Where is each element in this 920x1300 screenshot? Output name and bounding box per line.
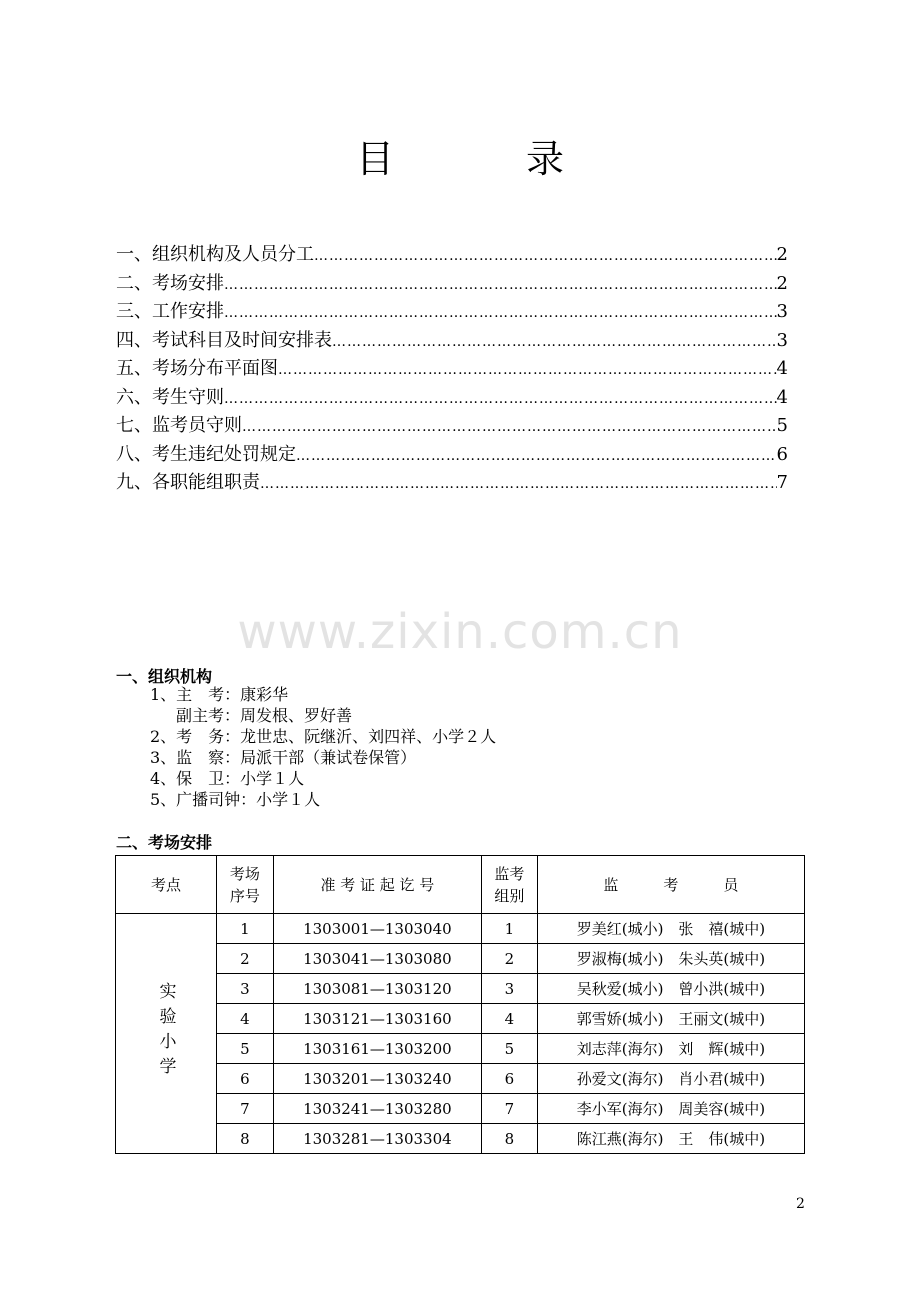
toc-leader [260, 476, 777, 492]
room-cell: 7 [217, 1094, 274, 1124]
header-room [217, 856, 274, 914]
toc-label: 九、各职能组职责 [116, 472, 260, 493]
toc-label: 三、工作安排 [116, 301, 224, 322]
table-row [116, 944, 805, 974]
org-line: 副主考：周发根、罗好善 [176, 706, 353, 725]
toc-label: 一、组织机构及人员分工 [116, 244, 314, 265]
table-header-row [116, 856, 805, 914]
group-cell: 1 [481, 914, 537, 944]
toc-label: 五、考场分布平面图 [116, 358, 278, 379]
toc-entry[interactable] [116, 326, 788, 355]
toc-page: 3 [776, 301, 788, 322]
toc-leader [314, 248, 777, 264]
ticket-range-cell: 1303241—1303280 [273, 1094, 481, 1124]
toc-entry[interactable] [116, 440, 788, 469]
table-row [116, 974, 805, 1004]
toc-label: 六、考生守则 [116, 386, 224, 408]
ticket-range-cell: 1303161—1303200 [273, 1034, 481, 1064]
toc-label: 七、监考员守则 [116, 415, 242, 436]
proctors-cell: 罗美红(城小) 张 禧(城中) [537, 914, 804, 944]
room-cell: 5 [217, 1034, 274, 1064]
room-cell: 2 [217, 944, 274, 974]
group-cell: 3 [481, 974, 537, 1004]
site-cell [116, 914, 217, 1154]
ticket-range-cell: 1303281—1303304 [273, 1124, 481, 1154]
header-group-line: 监考 [494, 864, 525, 883]
org-line: 2、考 务：龙世忠、阮继沂、刘四祥、小学２人 [150, 727, 497, 746]
toc-leader [224, 277, 777, 293]
org-line: 3、监 察：局派干部（兼试卷保管） [150, 748, 417, 767]
toc-page: 5 [776, 415, 788, 436]
room-cell: 6 [217, 1064, 274, 1094]
ticket-range-cell: 1303081—1303120 [273, 974, 481, 1004]
header-proctors: 监 考 员 [537, 856, 804, 914]
toc-leader [278, 362, 777, 378]
org-line: 4、保 卫：小学１人 [150, 769, 305, 788]
org-line: 5、广播司钟：小学１人 [150, 790, 321, 809]
room-cell: 3 [217, 974, 274, 1004]
toc-page: 6 [776, 443, 788, 465]
toc-page: 4 [776, 358, 788, 379]
toc-leader [224, 391, 777, 407]
toc-label: 二、考场安排 [116, 272, 224, 294]
header-ticket-range: 准 考 证 起 讫 号 [273, 856, 481, 914]
ticket-range-cell: 1303121—1303160 [273, 1004, 481, 1034]
toc-page: 7 [776, 472, 788, 493]
table-of-contents [116, 240, 788, 497]
toc-label: 八、考生违纪处罚规定 [116, 443, 296, 465]
toc-entry[interactable] [116, 240, 788, 269]
table-row [116, 1034, 805, 1064]
proctors-cell: 陈江燕(海尔) 王 伟(城中) [537, 1124, 804, 1154]
table-row [116, 1094, 805, 1124]
room-cell: 8 [217, 1124, 274, 1154]
table-row [116, 1004, 805, 1034]
toc-entry[interactable] [116, 269, 788, 298]
toc-label: 四、考试科目及时间安排表 [116, 329, 332, 351]
organization-list [150, 684, 496, 810]
header-group [481, 856, 537, 914]
org-line: 1、主 考：康彩华 [150, 685, 289, 704]
group-cell: 6 [481, 1064, 537, 1094]
toc-page: 2 [776, 272, 788, 294]
group-cell: 2 [481, 944, 537, 974]
toc-leader [224, 305, 777, 321]
section-heading-exam-rooms: 二、考场安排 [116, 833, 213, 852]
toc-leader [242, 419, 777, 435]
header-site: 考点 [116, 856, 217, 914]
group-cell: 5 [481, 1034, 537, 1064]
header-room-line: 考场 [229, 864, 260, 883]
proctors-cell: 李小军(海尔) 周美容(城中) [537, 1094, 804, 1124]
room-cell: 4 [217, 1004, 274, 1034]
section-heading-organization: 一、组织机构 [116, 667, 213, 686]
ticket-range-cell: 1303041—1303080 [273, 944, 481, 974]
table-row [116, 1124, 805, 1154]
exam-room-table [115, 855, 805, 1154]
proctors-cell: 刘志萍(海尔) 刘 辉(城中) [537, 1034, 804, 1064]
room-cell: 1 [217, 914, 274, 944]
table-row [116, 1064, 805, 1094]
proctors-cell: 孙爱文(海尔) 肖小君(城中) [537, 1064, 804, 1094]
proctors-cell: 吴秋爱(城小) 曾小洪(城中) [537, 974, 804, 1004]
group-cell: 4 [481, 1004, 537, 1034]
toc-leader [332, 334, 777, 350]
page-number: 2 [796, 1196, 805, 1212]
table-row [116, 914, 805, 944]
toc-entry[interactable] [116, 354, 788, 383]
toc-entry[interactable] [116, 411, 788, 440]
toc-leader [296, 448, 777, 464]
toc-page: 3 [776, 329, 788, 351]
toc-page: 4 [776, 386, 788, 408]
toc-page: 2 [776, 244, 788, 265]
toc-entry[interactable] [116, 468, 788, 497]
ticket-range-cell: 1303201—1303240 [273, 1064, 481, 1094]
group-cell: 8 [481, 1124, 537, 1154]
proctors-cell: 郭雪娇(城小) 王丽文(城中) [537, 1004, 804, 1034]
page-title: 目 录 [355, 137, 625, 181]
site-name: 实验小学 [155, 981, 176, 1082]
header-room-line: 序号 [229, 886, 260, 905]
group-cell: 7 [481, 1094, 537, 1124]
watermark: www.zixin.com.cn [237, 604, 683, 660]
toc-entry[interactable] [116, 383, 788, 412]
header-group-line: 组别 [494, 886, 525, 905]
proctors-cell: 罗淑梅(城小) 朱头英(城中) [537, 944, 804, 974]
ticket-range-cell: 1303001—1303040 [273, 914, 481, 944]
toc-entry[interactable] [116, 297, 788, 326]
